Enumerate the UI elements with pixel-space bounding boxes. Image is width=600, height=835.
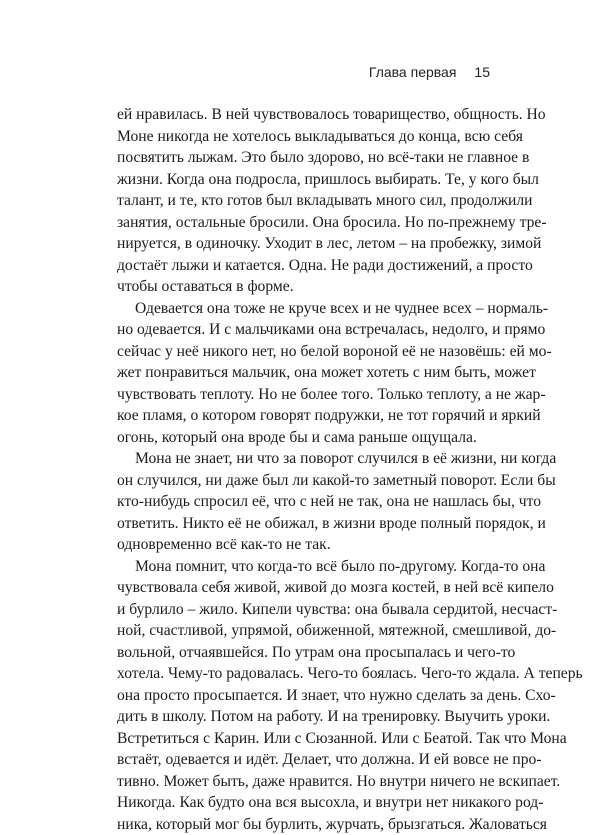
text-line: одновременно всё как-то не так. [117,534,489,556]
chapter-title: Глава первая [369,64,457,80]
text-line: кто-нибудь спросил её, что с ней не так, она не нашлась бы, что [117,491,489,513]
text-line: ной, счастливой, упрямой, обиженной, мятежной, смешливой, до- [117,620,489,642]
text-line: достаёт лыжи и катается. Одна. Не ради достижений, а просто [117,255,489,277]
text-line: сейчас у неё никого нет, но белой вороной её не назовёшь: ей мо- [117,341,489,363]
text-line: но одевается. И с мальчиками она встречалась, недолго, и прямо [117,319,489,341]
text-line: Встретиться с Карин. Или с Сюзанной. Или с Беатой. Так что Мона [117,728,489,750]
text-line: жет понравиться мальчик, она может хотеть с ним быть, может [117,362,489,384]
text-line: посвятить лыжам. Это было здорово, но всё-таки не главное в [117,147,489,169]
body-text [117,104,489,835]
page-number: 15 [474,64,490,80]
text-line: чтобы оставаться в форме. [117,276,489,298]
text-line: он случился, ни даже был ли какой-то заметный поворот. Если бы [117,470,489,492]
text-line: огонь, который она вроде бы и сама раньше ощущала. [117,427,489,449]
text-line: талант, и те, кто готов был вкладывать много сил, продолжили [117,190,489,212]
text-line: и бурлило – жило. Кипели чувства: она бывала сердитой, несчаст- [117,599,489,621]
text-line: Одевается она тоже не круче всех и не чуднее всех – нормаль- [117,298,489,320]
text-line: ответить. Никто её не обижал, в жизни вроде полный порядок, и [117,513,489,535]
text-line: ей нравилась. В ней чувствовалось товарищество, общность. Но [117,104,489,126]
text-line: Никогда. Как будто она вся высохла, и внутри нет никакого род- [117,792,489,814]
text-line: она просто просыпается. И знает, что нужно сделать за день. Схо- [117,685,489,707]
text-line: жизни. Когда она подросла, пришлось выбирать. Те, у кого был [117,169,489,191]
text-line: занятия, остальные бросили. Она бросила. Но по-прежнему тре- [117,212,489,234]
text-line: Мона не знает, ни что за поворот случился в её жизни, ни когда [117,448,489,470]
text-line: кое пламя, о котором говорят подружки, не тот горячий и яркий [117,405,489,427]
text-line: тивно. Может быть, даже нравится. Но внутри ничего не вскипает. [117,771,489,793]
text-line: вольной, отчаявшейся. По утрам она просыпалась и чего-то [117,642,489,664]
text-line: хотела. Чему-то радовалась. Чего-то боялась. Чего-то ждала. А теперь [117,663,489,685]
text-line: чувствовала себя живой, живой до мозга костей, в ней всё кипело [117,577,489,599]
text-line: ника, который мог бы бурлить, журчать, брызгаться. Жаловаться [117,814,489,835]
text-line: нируется, в одиночку. Уходит в лес, летом – на пробежку, зимой [117,233,489,255]
running-header [369,64,490,80]
text-line: чувствовать теплоту. Но не более того. Только теплоту, а не жар- [117,384,489,406]
text-line: Мона помнит, что когда-то всё было по-другому. Когда-то она [117,556,489,578]
text-line: встаёт, одевается и идёт. Делает, что должна. И ей вовсе не про- [117,749,489,771]
text-line: Моне никогда не хотелось выкладываться до конца, всю себя [117,126,489,148]
text-line: дить в школу. Потом на работу. И на тренировку. Выучить уроки. [117,706,489,728]
